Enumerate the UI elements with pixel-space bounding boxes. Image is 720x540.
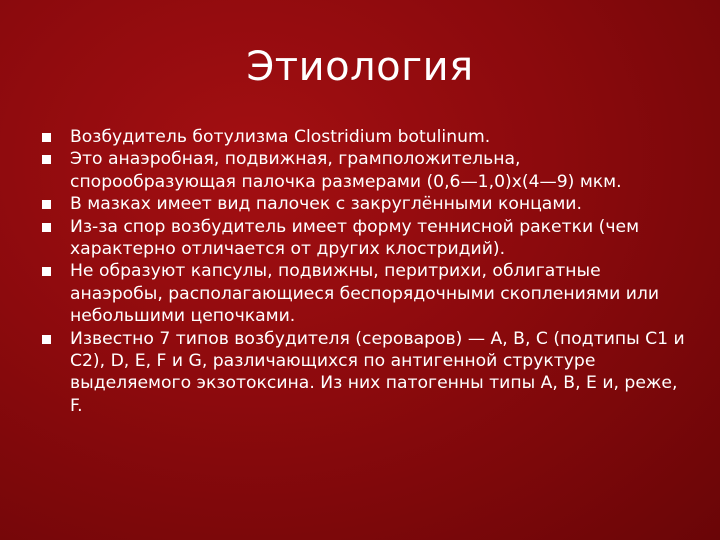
list-item xyxy=(40,193,690,215)
square-bullet-icon xyxy=(42,335,51,344)
bullet-text: Не образуют капсулы, подвижны, перитрихи, облигатные анаэробы, располагающиеся беспорядочными скоплениями или небольшими цепочками. xyxy=(70,261,660,327)
bullet-text: Это анаэробная, подвижная, грамположительна, спорообразующая палочка размерами (0,6—1,0)х(4—9) мкм. xyxy=(70,149,622,192)
list-item xyxy=(40,328,690,418)
bullet-text: Известно 7 типов возбудителя (сероваров) — A, B, C (подтипы C1 и C2), D, E, F и G, различающихся по антигенной структуре выделяемого экзотоксина. Из них патогенны типы A, B, E и, реже, F. xyxy=(70,328,685,416)
bullet-text: В мазках имеет вид палочек с закруглёнными концами. xyxy=(70,194,582,215)
square-bullet-icon xyxy=(42,133,51,142)
square-bullet-icon xyxy=(42,223,51,232)
square-bullet-icon xyxy=(42,267,51,276)
square-bullet-icon xyxy=(42,200,51,209)
list-item xyxy=(40,260,690,327)
list-item xyxy=(40,148,690,193)
list-item xyxy=(40,216,690,261)
bullet-text: Из-за спор возбудитель имеет форму теннисной ракетки (чем характерно отличается от других клостридий). xyxy=(70,216,640,260)
square-bullet-icon xyxy=(42,155,51,164)
bullet-text: Возбудитель ботулизма Clostridium botulinum. xyxy=(70,127,491,147)
bullet-list xyxy=(40,126,690,417)
slide-title: Этиология xyxy=(246,44,474,90)
list-item xyxy=(40,126,690,148)
